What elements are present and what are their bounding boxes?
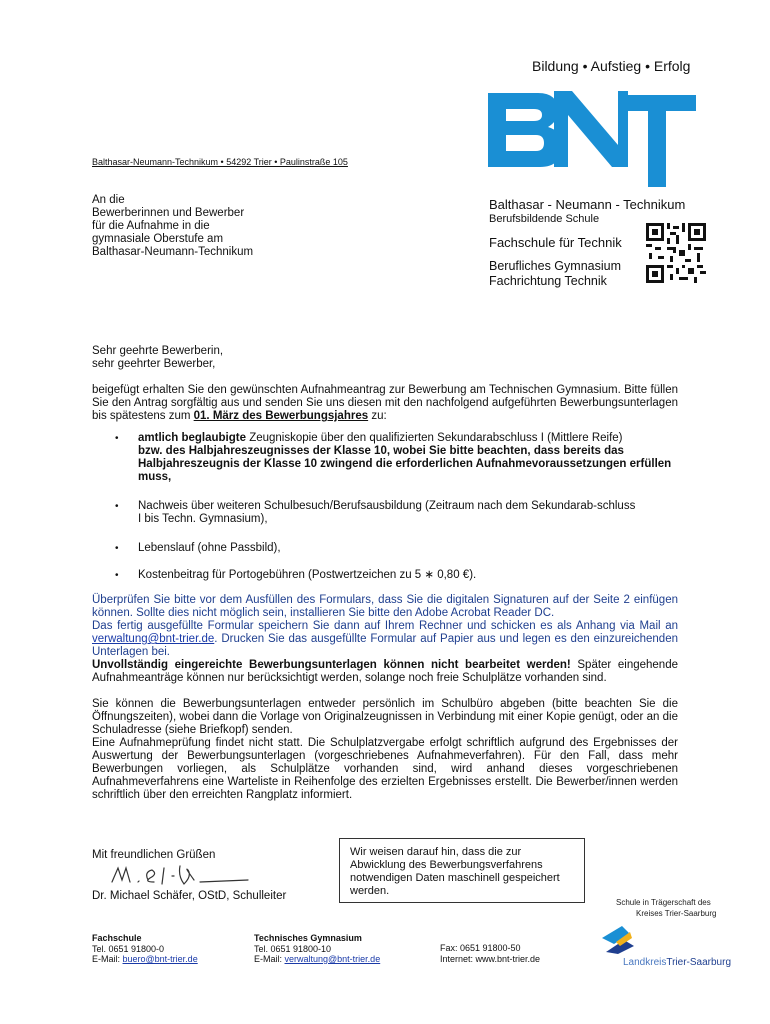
recipient-line: für die Aufnahme in die [92, 220, 210, 232]
selection-paragraph: Eine Aufnahmeprüfung findet nicht statt. Die Schulplatzvergabe erfolgt schriftlich aufgrund des Ergebnisses der Auswertung der Bewerbungsunterlagen (vorgeschriebenes Aufnahmeverfahren). Für den Fall, dass mehr Bewerbungen vorliegen, als Schulplätze vorhanden sind, wird anhand dieses vorgeschriebenen Aufnahmeverfahrens eine Warteliste in Reihenfolge des erzielten Ergebnisses erstellt. Die Bewerber/innen werden schriftlich über den erreichten Rangplatz informiert. [92, 737, 678, 801]
recipient-line: Bewerberinnen und Bewerber [92, 207, 245, 219]
school-gymnasium: Berufliches Gymnasium Fachrichtung Technik [489, 259, 621, 288]
intro-paragraph: beigefügt erhalten Sie den gewünschten Aufnahmeantrag zur Bewerbung am Technischen Gymnasium. Bitte füllen Sie den Antrag sorgfältig aus und senden Sie uns diesen mit den nachfolgend aufgeführten Bewerbungsunterlagen bis spätestens zum 01. März des Bewerbungsjahres zu: [92, 384, 678, 422]
footer-fachschule: Fachschule Tel. 0651 91800-0 E-Mail: buero@bnt-trier.de [92, 933, 198, 964]
email-link[interactable]: verwaltung@bnt-trier.de [284, 954, 381, 964]
school-fachschule: Fachschule für Technik [489, 235, 622, 250]
bnt-logo [488, 83, 696, 187]
deadline: 01. März des Bewerbungsjahres [193, 410, 369, 422]
signature-notice: Überprüfen Sie bitte vor dem Ausfüllen des Formulars, dass Sie die digitalen Signaturen auf der Seite 2 einfügen können. Sollte dies nicht möglich sein, installieren Sie bitte den Adobe Acrobat Reader DC. [92, 594, 678, 619]
signature-image [108, 862, 258, 890]
incomplete-warning: Unvollständig eingereichte Bewerbungsunterlagen können nicht bearbeitet werden! Später eingehende Aufnahmeanträge können nur berücksichtigt werden, solange noch freie Schulplätze vorhanden sind. [92, 659, 678, 684]
tagline: Bildung • Aufstieg • Erfolg [532, 58, 691, 74]
submission-paragraph: Sie können die Bewerbungsunterlagen entweder persönlich im Schulbüro abgeben (bitte beachten Sie die Öffnungszeiten), wobei dann die Vorlage von Originalzeugnissen in Verbindung mit einer Kopie genügt, oder an die Schuladresse (siehe Briefkopf) senden. [92, 698, 678, 736]
bullet-item: • Kostenbeitrag für Portogebühren (Postwertzeichen zu 5 ∗ 0,80 €). [92, 569, 678, 582]
qr-code-icon [646, 223, 706, 283]
salutation: Sehr geehrte Bewerberin, sehr geehrter Bewerber, [92, 345, 224, 370]
letter-body [92, 345, 678, 802]
recipient-line: Balthasar-Neumann-Technikum [92, 246, 254, 258]
bullet-item: • amtlich beglaubigte Zeugniskopie über den qualifizierten Sekundarabschluss I (Mittlere Reife) bzw. des Halbjahreszeugnisses der Klasse 10, wobei Sie bitte beachten, dass bereits das Halbjahreszeugnis der Klasse 10 zwingend die erforderlichen Aufnahmevoraussetzungen erfüllen muss, [92, 432, 678, 484]
data-storage-notice: Wir weisen darauf hin, dass die zur Abwicklung des Bewerbungsverfahrens notwendigen Daten maschinell gespeichert werden. [339, 838, 585, 903]
email-link[interactable]: buero@bnt-trier.de [122, 954, 198, 964]
signer-name: Dr. Michael Schäfer, OStD, Schulleiter [92, 890, 287, 902]
mail-instructions: Das fertig ausgefüllte Formular speichern Sie dann auf Ihrem Rechner und schicken es als Anhang via Mail an verwaltung@bnt-trier.de. Drucken Sie das ausgefüllte Formular auf Papier aus und legen es den einzureichenden Unterlagen bei. [92, 620, 678, 658]
recipient-line: gymnasiale Oberstufe am [92, 233, 224, 245]
email-link[interactable]: verwaltung@bnt-trier.de [92, 633, 215, 645]
school-name: Balthasar - Neumann - Technikum [489, 197, 686, 212]
bullet-item: • Nachweis über weiteren Schulbesuch/Berufsausbildung (Zeitraum nach dem Sekundarab-schluss I bis Techn. Gymnasium), [92, 500, 678, 526]
closing: Mit freundlichen Grüßen [92, 849, 216, 861]
sender-address-line: Balthasar-Neumann-Technikum • 54292 Trier • Paulinstraße 105 [92, 157, 348, 167]
recipient-line: An die [92, 194, 125, 206]
footer-gymnasium: Technisches Gymnasium Tel. 0651 91800-10 E-Mail: verwaltung@bnt-trier.de [254, 933, 381, 964]
district-name: LandkreisTrier-Saarburg [623, 957, 732, 968]
footer-contact: Fax: 0651 91800-50 Internet: www.bnt-trier.de [440, 943, 541, 964]
sponsor-text: Schule in Trägerschaft des Kreises Trier-Saarburg [616, 898, 717, 918]
district-logo-icon [600, 924, 636, 956]
school-subtitle: Berufsbildende Schule [489, 213, 600, 225]
bullet-item: • Lebenslauf (ohne Passbild), [92, 542, 678, 555]
recipient-address [92, 194, 253, 259]
